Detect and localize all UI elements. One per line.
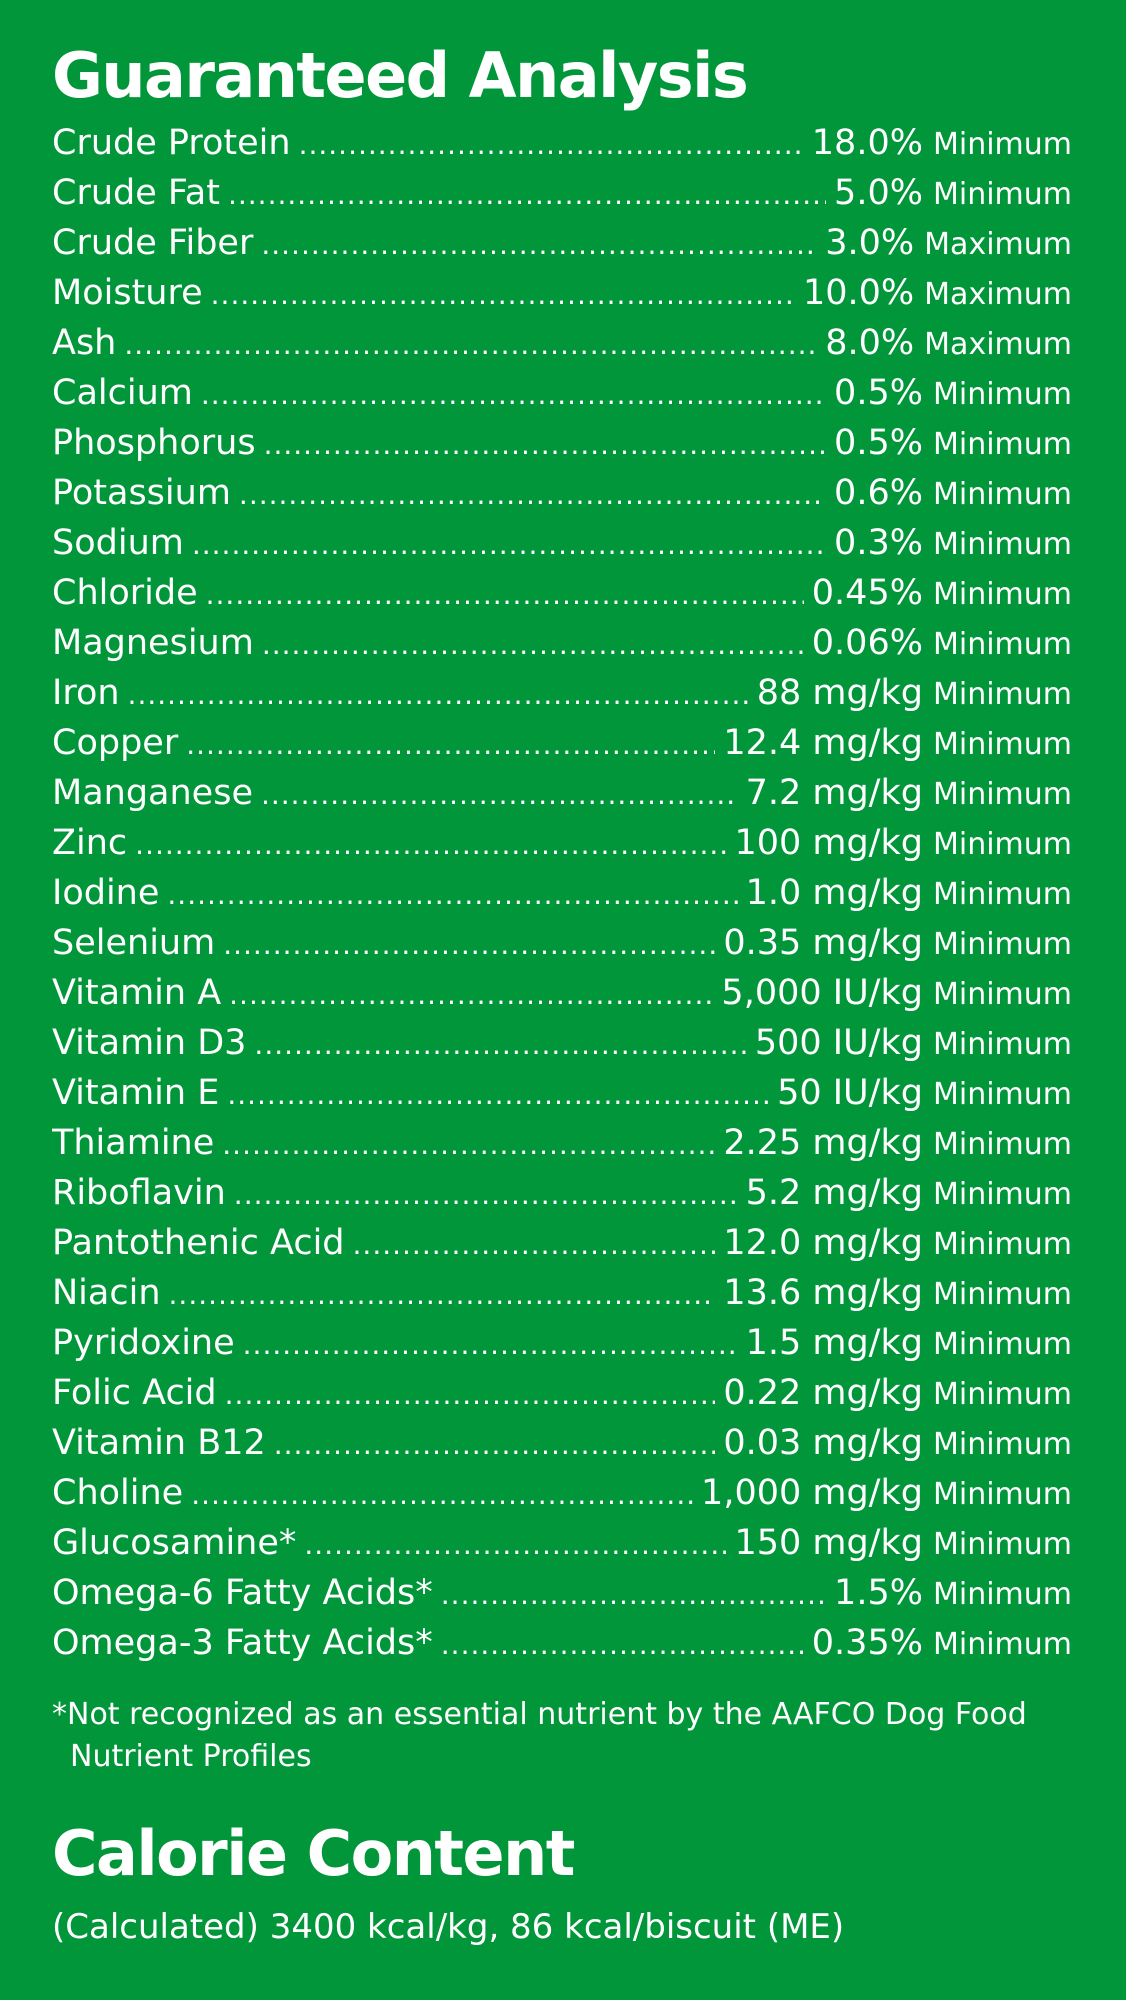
nutrient-name: Thiamine [52,1123,215,1163]
nutrient-basis: Minimum [932,1177,1072,1212]
nutrient-name: Selenium [52,923,216,963]
nutrient-amount: 500 IU/kg [754,1023,923,1063]
nutrient-basis: Minimum [932,127,1072,162]
nutrient-amount: 7.2 mg/kg [745,773,923,813]
nutrient-name: Vitamin E [52,1073,220,1113]
dot-leader [128,670,749,718]
analysis-row [52,368,1072,418]
dot-leader [206,570,804,618]
nutrient-amount: 1.5 mg/kg [745,1323,923,1363]
analysis-row [52,1268,1072,1318]
nutrient-amount: 13.6 mg/kg [723,1273,923,1313]
dot-leader [211,270,795,318]
nutrient-name: Omega-3 Fatty Acids* [52,1623,433,1663]
nutrient-name: Phosphorus [52,423,256,463]
analysis-row [52,1468,1072,1518]
analysis-row [52,1568,1072,1618]
nutrient-basis: Minimum [932,377,1072,412]
nutrient-amount: 0.45% [811,573,923,613]
analysis-row [52,918,1072,968]
analysis-row [52,1368,1072,1418]
analysis-row [52,718,1072,768]
analysis-row [52,1218,1072,1268]
nutrient-name: Vitamin D3 [52,1023,247,1063]
nutrient-basis: Minimum [932,1027,1072,1062]
nutrient-basis: Minimum [932,477,1072,512]
nutrient-name: Omega-6 Fatty Acids* [52,1573,433,1613]
analysis-row [52,1418,1072,1468]
analysis-row [52,268,1072,318]
nutrient-name: Iron [52,673,120,713]
nutrient-amount: 2.25 mg/kg [723,1123,923,1163]
nutrient-amount: 0.22 mg/kg [723,1373,923,1413]
nutrient-name: Vitamin A [52,973,222,1013]
nutrient-name: Chloride [52,573,198,613]
analysis-row [52,768,1072,818]
analysis-row [52,118,1072,168]
nutrient-amount: 100 mg/kg [734,823,923,863]
dot-leader [264,420,826,468]
nutrient-name: Manganese [52,773,253,813]
nutrient-basis: Minimum [932,1527,1072,1562]
nutrient-amount: 12.4 mg/kg [723,723,923,763]
nutrient-basis: Minimum [932,977,1072,1012]
analysis-row [52,1118,1072,1168]
nutrient-basis: Minimum [932,1277,1072,1312]
footnote: *Not recognized as an essential nutrient by the AAFCO Dog Food Nutrient Profiles [52,1697,1027,1774]
analysis-row [52,1168,1072,1218]
nutrient-name: Iodine [52,873,160,913]
calorie-content-text: (Calculated) 3400 kcal/kg, 86 kcal/biscuit (ME) [52,1907,845,1947]
nutrient-name: Niacin [52,1273,161,1313]
nutrient-amount: 0.5% [834,373,923,413]
dot-leader [304,1520,726,1568]
nutrient-amount: 0.6% [834,473,923,513]
analysis-row [52,1318,1072,1368]
nutrient-basis: Maximum [924,227,1072,262]
analysis-row [52,668,1072,718]
guaranteed-analysis-title: Guaranteed Analysis [52,39,748,112]
nutrient-amount: 0.06% [811,623,923,663]
analysis-row [52,218,1072,268]
nutrient-amount: 5.0% [834,173,923,213]
nutrient-amount: 12.0 mg/kg [723,1223,923,1263]
dot-leader [441,1570,826,1618]
nutrient-amount: 5.2 mg/kg [745,1173,923,1213]
nutrient-amount: 150 mg/kg [734,1523,923,1563]
nutrient-basis: Minimum [932,727,1072,762]
nutrient-amount: 0.03 mg/kg [723,1423,923,1463]
dot-leader [441,1620,804,1668]
nutrient-amount: 8.0% [825,323,915,363]
dot-leader [229,970,713,1018]
nutrient-basis: Minimum [932,677,1072,712]
dot-leader [135,820,726,868]
dot-leader [124,320,817,368]
nutrient-amount: 18.0% [811,123,923,163]
nutrient-name: Vitamin B12 [52,1423,266,1463]
nutrient-name: Moisture [52,273,203,313]
nutrient-basis: Minimum [932,1077,1072,1112]
nutrient-name: Pyridoxine [52,1323,235,1363]
analysis-row [52,1618,1072,1668]
nutrient-basis: Maximum [924,327,1072,362]
analysis-row [52,468,1072,518]
dot-leader [234,1170,738,1218]
nutrient-name: Ash [52,323,117,363]
nutrient-basis: Minimum [932,827,1072,862]
analysis-row [52,868,1072,918]
nutrient-amount: 1.5% [834,1573,923,1613]
dot-leader [228,170,826,218]
nutrient-amount: 0.5% [834,423,923,463]
nutrient-amount: 0.35 mg/kg [723,923,923,963]
dot-leader [262,620,804,668]
nutrient-amount: 10.0% [802,273,915,313]
dot-leader [227,1070,769,1118]
nutrient-name: Calcium [52,373,193,413]
dot-leader [169,1270,716,1318]
nutrient-amount: 0.35% [811,1623,923,1663]
analysis-row [52,818,1072,868]
nutrient-name: Folic Acid [52,1373,217,1413]
nutrient-basis: Minimum [932,1427,1072,1462]
nutrient-name: Zinc [52,823,128,863]
nutrient-basis: Minimum [932,1577,1072,1612]
analysis-row [52,318,1072,368]
nutrient-basis: Minimum [932,1377,1072,1412]
nutrient-amount: 0.3% [834,523,923,563]
nutrient-name: Glucosamine* [52,1523,297,1563]
nutrient-basis: Minimum [932,1127,1072,1162]
nutrient-name: Magnesium [52,623,254,663]
analysis-row [52,518,1072,568]
nutrient-name: Potassium [52,473,231,513]
nutrient-name: Sodium [52,523,184,563]
nutrient-amount: 88 mg/kg [756,673,923,713]
dot-leader [299,120,804,168]
analysis-row [52,168,1072,218]
nutrient-basis: Minimum [932,1227,1072,1262]
analysis-row [52,618,1072,668]
nutrient-name: Choline [52,1473,184,1513]
nutrient-basis: Minimum [932,177,1072,212]
nutrient-name: Riboflavin [52,1173,226,1213]
dot-leader [192,520,826,568]
dot-leader [167,870,737,918]
dot-leader [191,1470,693,1518]
nutrient-basis: Minimum [932,1477,1072,1512]
dot-leader [223,920,715,968]
dot-leader [222,1120,715,1168]
dot-leader [186,720,715,768]
analysis-row [52,1018,1072,1068]
dot-leader [243,1320,738,1368]
nutrient-amount: 5,000 IU/kg [721,973,923,1013]
nutrient-basis: Minimum [932,927,1072,962]
guaranteed-analysis-table [52,118,1072,1668]
nutrient-basis: Minimum [932,427,1072,462]
calorie-content-title: Calorie Content [52,1817,574,1890]
nutrient-amount: 1,000 mg/kg [701,1473,923,1513]
nutrient-amount: 50 IU/kg [777,1073,923,1113]
dot-leader [353,1220,716,1268]
dot-leader [201,370,826,418]
analysis-row [52,1068,1072,1118]
dot-leader [274,1420,716,1468]
nutrient-basis: Minimum [932,527,1072,562]
analysis-row [52,1518,1072,1568]
nutrient-basis: Minimum [932,1627,1072,1662]
nutrient-name: Crude Protein [52,123,291,163]
nutrient-name: Crude Fat [52,173,220,213]
nutrient-basis: Minimum [932,777,1072,812]
dot-leader [254,1020,746,1068]
nutrient-basis: Minimum [932,627,1072,662]
nutrient-name: Crude Fiber [52,223,254,263]
nutrient-basis: Minimum [932,1327,1072,1362]
nutrient-basis: Minimum [932,877,1072,912]
nutrient-amount: 3.0% [825,223,915,263]
dot-leader [225,1370,716,1418]
nutrient-name: Copper [52,723,179,763]
analysis-row [52,568,1072,618]
nutrient-name: Pantothenic Acid [52,1223,345,1263]
nutrient-basis: Maximum [924,277,1072,312]
dot-leader [239,470,826,518]
nutrient-basis: Minimum [932,577,1072,612]
nutrient-amount: 1.0 mg/kg [745,873,923,913]
analysis-row [52,418,1072,468]
analysis-row [52,968,1072,1018]
dot-leader [261,220,817,268]
dot-leader [261,770,738,818]
